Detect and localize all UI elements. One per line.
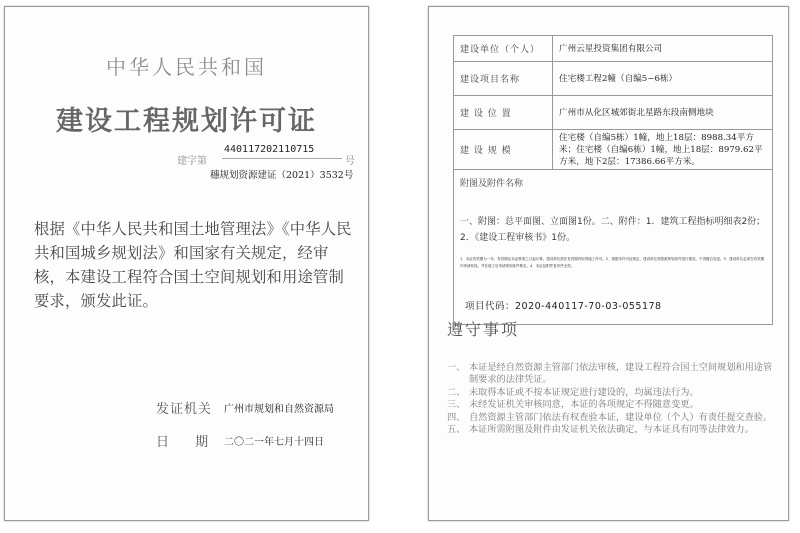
notice-number: 三、 bbox=[447, 399, 466, 411]
notice-number: 四、 bbox=[447, 411, 466, 423]
project-code: 项目代码：2020-440117-70-03-055178 bbox=[465, 301, 662, 312]
certificate-title: 建设工程规划许可证 bbox=[56, 106, 317, 137]
certificate-details-page bbox=[428, 6, 789, 521]
row-value: 广州云星投资集团有限公司 bbox=[553, 36, 773, 62]
notice-text: 自然资源主管部门依法有权查验本证，建设单位（个人）有责任提交查验。 bbox=[469, 411, 773, 423]
stamp-reference: 穗规划资源建证（2021）3532号 bbox=[210, 170, 354, 181]
country-name: 中华人民共和国 bbox=[106, 55, 267, 79]
list-item bbox=[447, 387, 777, 399]
table-row bbox=[454, 62, 773, 96]
certificate-cover-page bbox=[4, 6, 369, 521]
attachments-label: 附图及附件名称 bbox=[460, 179, 524, 189]
table-row bbox=[454, 130, 773, 170]
notice-number: 一、 bbox=[447, 362, 466, 373]
issuer-label: 发证机关 bbox=[156, 402, 213, 417]
notice-title: 遵守事项 bbox=[447, 320, 520, 339]
row-value: 住宅楼（自编5栋）1幢，地上18层：8988.34平方米；住宅楼（自编6栋）1幢，地上18层：8979.62平方米，地下2层：17386.66平方米。 bbox=[553, 130, 773, 170]
list-item bbox=[447, 362, 777, 387]
row-label: 建设项目名称 bbox=[454, 62, 553, 96]
attachments-text: 一、附图：总平面图、立面图1份。二、附件：1．建筑工程指标明细表2份；2．《建设工程审核书》1份。 bbox=[460, 217, 766, 243]
notice-number: 二、 bbox=[447, 386, 466, 398]
row-label: 建 设 规 模 bbox=[454, 130, 553, 170]
row-value: 住宅楼工程2幢（自编5~6栋） bbox=[553, 62, 773, 96]
notice-text: 本证是经自然资源主管部门依法审核，建设工程符合国土空间规划和用途管制要求的法律凭证。 bbox=[469, 362, 773, 386]
date-value: 二〇二一年七月十四日 bbox=[224, 437, 324, 448]
notice-number: 五、 bbox=[447, 424, 466, 436]
notice-list bbox=[447, 362, 777, 436]
notice-text: 本证所需附图及附件由发证机关依法确定，与本证具有同等法律效力。 bbox=[469, 424, 754, 436]
issuer-value: 广州市规划和自然资源局 bbox=[224, 404, 334, 415]
list-item bbox=[447, 424, 777, 436]
row-value: 广州市从化区城郊街北星路东段南侧地块 bbox=[553, 96, 773, 130]
date-label: 日 期 bbox=[156, 435, 210, 450]
notice-text: 未经发证机关审核同意，本证的各项规定不得随意变更。 bbox=[469, 399, 699, 411]
cert-number-prefix: 建字第 bbox=[177, 156, 207, 167]
project-info-table bbox=[453, 35, 773, 325]
row-label: 建设单位（个人） bbox=[454, 36, 553, 62]
row-label: 建 设 位 置 bbox=[454, 96, 553, 130]
table-row bbox=[454, 36, 773, 62]
attachments-fine-print: 1．本证有效期为一年，有效期从本证核准之日起计算。建设单位需在有效期内取得施工许可。2．根据本许可证规定，建设单位须按照规划条件进行建设，不得擅自变更。3．建设单位必须在有效期内申请验线，并在竣工后申请规划条件核实。4．本证及附件复印件无效。 bbox=[460, 257, 765, 268]
notice-text: 未取得本证或不按本证规定进行建设的，均属违法行为。 bbox=[469, 386, 699, 398]
cert-number-underline bbox=[222, 158, 342, 159]
list-item bbox=[447, 412, 777, 424]
certificate-body-text: 根据《中华人民共和国土地管理法》《中华人民共和国城乡规划法》和国家有关规定，经审核，本建设工程符合国土空间规划和用途管制要求，颁发此证。 bbox=[34, 220, 352, 310]
list-item bbox=[447, 399, 777, 411]
cert-number-suffix: 号 bbox=[345, 156, 355, 167]
cert-number: 440117202110715 bbox=[224, 144, 315, 155]
table-row bbox=[454, 96, 773, 130]
